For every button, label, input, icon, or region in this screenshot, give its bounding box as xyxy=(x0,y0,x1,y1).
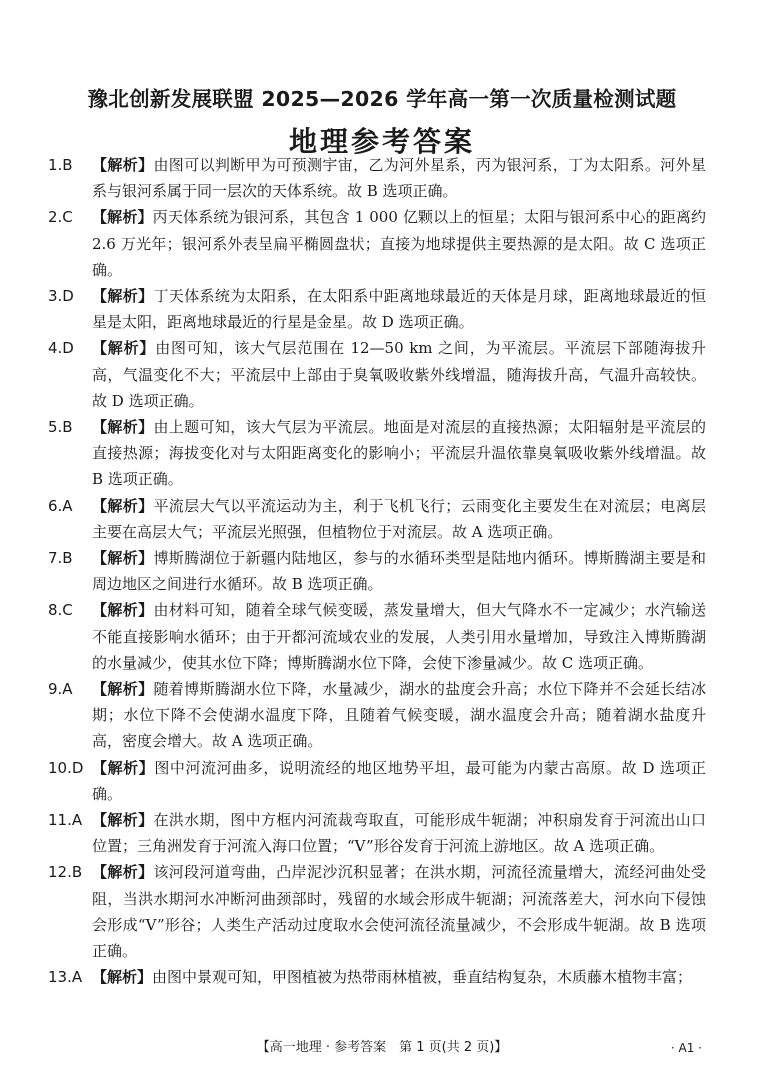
answer-item xyxy=(48,204,706,283)
answer-list xyxy=(48,152,706,991)
footer-page-info: 【高一地理 · 参考答案 第 1 页(共 2 页)】 xyxy=(256,1040,508,1055)
analysis-text: 由上题可知，该大气层为平流层。地面是对流层的直接热源；太阳辐射是平流层的直接热源；海拔变化对与太阳距离变化的影响小；平流层升温依靠臭氧吸收紫外线增温。故 B 选项正确。 xyxy=(92,418,706,489)
answer-item xyxy=(48,545,706,597)
answer-item xyxy=(48,755,706,807)
analysis-tag: 【解析】 xyxy=(92,156,154,174)
answer-number: 2.C xyxy=(48,208,73,227)
analysis-tag: 【解析】 xyxy=(92,968,153,987)
analysis-tag: 【解析】 xyxy=(92,680,154,699)
answer-item xyxy=(48,152,706,204)
answer-item xyxy=(48,859,706,964)
analysis-text: 在洪水期，图中方框内河流裁弯取直，可能形成牛轭湖；冲积扇发育于河流出山口位置；三角洲发育于河流入海口位置；“V”形谷发育于河流上游地区。故 A 选项正确。 xyxy=(92,811,706,856)
analysis-text: 图中河流河曲多，说明流经的地区地势平坦，最可能为内蒙古高原。故 D 选项正确。 xyxy=(92,758,706,803)
analysis-tag: 【解析】 xyxy=(92,208,153,227)
analysis-text: 平流层大气以平流运动为主，利于飞机飞行；云雨变化主要发生在对流层；电离层主要在高层大气；平流层光照强，但植物位于对流层。故 A 选项正确。 xyxy=(92,496,706,541)
analysis-tag: 【解析】 xyxy=(92,496,154,515)
answer-number: 13.A xyxy=(48,968,83,987)
answer-number: 3.D xyxy=(48,287,74,306)
analysis-text: 该河段河道弯曲，凸岸泥沙沉积显著；在洪水期，河流径流量增大，流经河曲处受阻，当洪水期河水冲断河曲颈部时，残留的水域会形成牛轭湖；河流落差大，河水向下侵蚀会形成“V”形谷；人类生产活动过度取水会使河流径流量减少，不会形成牛轭湖。故 B 选项正确。 xyxy=(92,863,706,961)
analysis-tag: 【解析】 xyxy=(92,863,154,882)
exam-title: 豫北创新发展联盟 2025—2026 学年高一第一次质量检测试题 xyxy=(87,87,677,111)
analysis-text: 由图可知，该大气层范围在 12—50 km 之间，为平流层。平流层下部随海拔升高，气温变化不大；平流层中上部由于臭氧吸收紫外线增温，随海拔升高，气温升高较快。故 D 选项正确。 xyxy=(92,339,706,410)
answer-number: 9.A xyxy=(48,680,73,699)
answer-item xyxy=(48,676,706,755)
answer-item xyxy=(48,597,706,676)
answer-number: 6.A xyxy=(48,496,73,515)
answer-number: 10.D xyxy=(48,758,84,777)
analysis-text: 丙天体系统为银河系，其包含 1 000 亿颗以上的恒星；太阳与银河系中心的距离约 2.6 万光年；银河系外表呈扁平椭圆盘状；直接为地球提供主要热源的是太阳。故 C 选项正确。 xyxy=(92,208,706,279)
answer-item xyxy=(48,335,706,414)
analysis-tag: 【解析】 xyxy=(92,601,154,620)
answer-item xyxy=(48,414,706,493)
analysis-text: 博斯腾湖位于新疆内陆地区，参与的水循环类型是陆地内循环。博斯腾湖主要是和周边地区之间进行水循环。故 B 选项正确。 xyxy=(92,549,706,594)
analysis-tag: 【解析】 xyxy=(92,758,155,777)
analysis-text: 丁天体系统为太阳系，在太阳系中距离地球最近的天体是月球，距离地球最近的恒星是太阳，距离地球最近的行星是金星。故 D 选项正确。 xyxy=(92,287,706,332)
analysis-text: 由材料可知，随着全球气候变暖，蒸发量增大，但大气降水不一定减少；水汽输送不能直接影响水循环；由于开都河流域农业的发展，人类引用水量增加，导致注入博斯腾湖的水量减少，使其水位下降；博斯腾湖水位下降，会使下渗量减少。故 C 选项正确。 xyxy=(92,601,706,672)
analysis-text: 由图可以判断甲为可预测宇宙，乙为河外星系，丙为银河系，丁为太阳系。河外星系与银河系属于同一层次的天体系统。故 B 选项正确。 xyxy=(92,156,706,201)
answer-item xyxy=(48,283,706,335)
answer-number: 12.B xyxy=(48,863,83,882)
answer-item xyxy=(48,807,706,859)
analysis-tag: 【解析】 xyxy=(92,549,154,568)
answer-number: 11.A xyxy=(48,811,83,830)
page-header xyxy=(0,82,764,162)
analysis-tag: 【解析】 xyxy=(92,339,156,358)
page-footer xyxy=(0,1036,764,1060)
answer-number: 4.D xyxy=(48,339,74,358)
analysis-tag: 【解析】 xyxy=(92,287,154,306)
answer-number: 7.B xyxy=(48,549,73,568)
analysis-text: 随着博斯腾湖水位下降，水量减少，湖水的盐度会升高；水位下降并不会延长结冰期；水位下降不会使湖水温度下降，且随着气候变暖，湖水温度会升高；随着湖水盐度升高，密度会增大。故 A 选项正确。 xyxy=(92,680,706,751)
answer-number: 8.C xyxy=(48,601,73,620)
answer-item xyxy=(48,964,706,990)
analysis-tag: 【解析】 xyxy=(92,418,154,437)
answer-number: 1.B xyxy=(48,156,73,174)
answer-key-title: 地理参考答案 xyxy=(288,125,475,158)
analysis-tag: 【解析】 xyxy=(92,811,154,830)
footer-version-code: · A1 · xyxy=(670,1041,702,1055)
analysis-text: 由图中景观可知，甲图植被为热带雨林植被，垂直结构复杂，木质藤木植物丰富； xyxy=(152,968,693,987)
answer-item xyxy=(48,493,706,545)
answer-number: 5.B xyxy=(48,418,73,437)
